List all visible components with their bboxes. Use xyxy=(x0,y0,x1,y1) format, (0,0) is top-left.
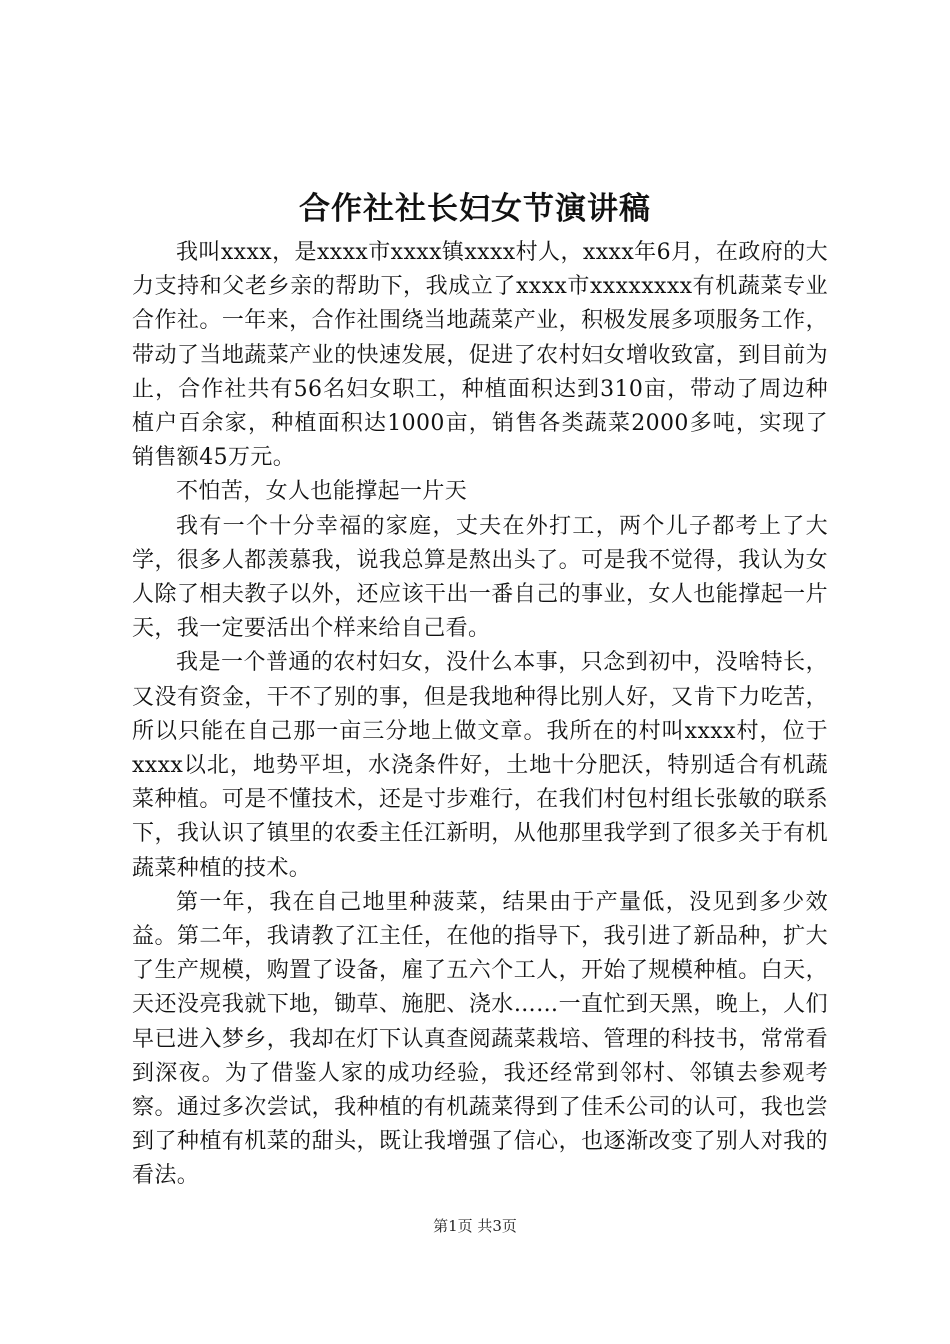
page-footer: 第1页 共3页 xyxy=(433,1217,517,1235)
document-body xyxy=(132,236,828,1194)
paragraph-family: 我有一个十分幸福的家庭，丈夫在外打工，两个儿子都考上了大学，很多人都羡慕我，说我总算是熬出头了。可是我不觉得，我认为女人除了相夫教子以外，还应该干出一番自己的事业，女人也能撑起一片天，我一定要活出个样来给自己看。 xyxy=(132,513,828,642)
document-title: 合作社社长妇女节演讲稿 xyxy=(299,191,651,227)
paragraph-first-year: 第一年，我在自己地里种菠菜，结果由于产量低，没见到多少效益。第二年，我请教了江主任，在他的指导下，我引进了新品种，扩大了生产规模，购置了设备，雇了五六个工人，开始了规模种植。白天，天还没亮我就下地，锄草、施肥、浇水……一直忙到天黑，晚上，人们早已进入梦乡，我却在灯下认真查阅蔬菜栽培、管理的科技书，常常看到深夜。为了借鉴人家的成功经验，我还经常到邻村、邻镇去参观考察。通过多次尝试，我种植的有机蔬菜得到了佳禾公司的认可，我也尝到了种植有机菜的甜头，既让我增强了信心，也逐渐改变了别人对我的看法。 xyxy=(132,889,828,1189)
section-heading: 不怕苦，女人也能撑起一片天 xyxy=(176,479,468,505)
paragraph-intro: 我叫xxxx，是xxxx市xxxx镇xxxx村人，xxxx年6月，在政府的大力支持和父老乡亲的帮助下，我成立了xxxx市xxxxxxxx有机蔬菜专业合作社。一年来，合作社围绕当地蔬菜产业，积极发展多项服务工作，带动了当地蔬菜产业的快速发展，促进了农村妇女增收致富，到目前为止，合作社共有56名妇女职工，种植面积达到310亩，带动了周边种植户百余家，种植面积达1000亩，销售各类蔬菜2000多吨，实现了销售额45万元。 xyxy=(132,240,828,471)
paragraph-background: 我是一个普通的农村妇女，没什么本事，只念到初中，没啥特长，又没有资金，干不了别的事，但是我地种得比别人好，又肯下力吃苦，所以只能在自己那一亩三分地上做文章。我所在的村叫xxxx村，位于xxxx以北，地势平坦，水浇条件好，土地十分肥沃，特别适合有机蔬菜种植。可是不懂技术，还是寸步难行，在我们村包村组长张敏的联系下，我认识了镇里的农委主任江新明，从他那里我学到了很多关于有机蔬菜种植的技术。 xyxy=(132,650,828,881)
